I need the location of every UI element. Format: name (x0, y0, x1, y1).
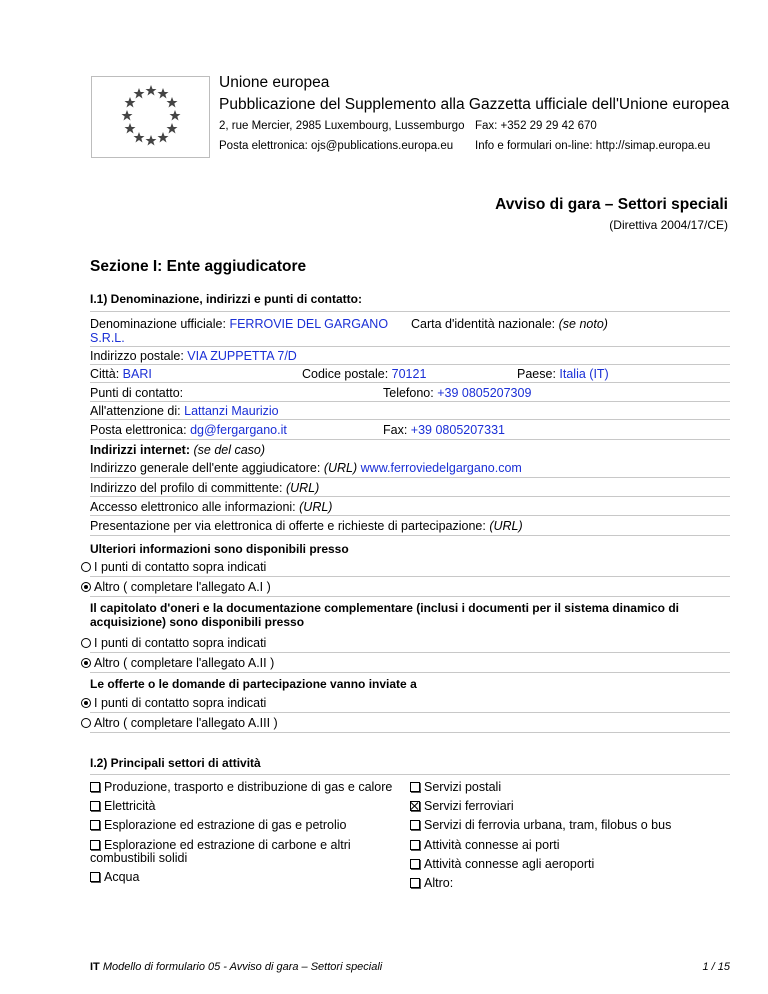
divider (90, 732, 730, 733)
capitolato-title-line1: Il capitolato d'oneri e la documentazione complementare (inclusi i documenti per il sistema dinamico di (90, 601, 679, 615)
header-fax: Fax: +352 29 29 42 670 (475, 120, 597, 132)
carta-label: Carta d'identità nazionale: (411, 317, 556, 331)
sector-water[interactable] (90, 870, 139, 884)
url-note: (URL) (285, 481, 320, 495)
sector-label: Altro: (424, 876, 454, 890)
divider (90, 477, 730, 478)
capitolato-title (90, 601, 679, 629)
checkbox-icon[interactable] (90, 840, 100, 850)
i1-title: I.1) Denominazione, indirizzi e punti di contatto: (90, 292, 362, 306)
divider (90, 496, 730, 497)
internet-row (90, 443, 265, 457)
url-note: (URL) (489, 519, 523, 533)
i2-title: I.2) Principali settori di attività (90, 756, 261, 770)
sector-label: Produzione, trasporto e distribuzione di gas e calore (104, 780, 393, 794)
sector-label: Attività connesse agli aeroporti (424, 857, 595, 871)
checkbox-icon[interactable] (90, 782, 100, 792)
section-title: Sezione I: Ente aggiudicatore (90, 258, 307, 275)
checkbox-icon[interactable] (90, 820, 100, 830)
url-profile-label: Indirizzo del profilo di committente: (90, 481, 283, 495)
option-label: I punti di contatto sopra indicati (94, 636, 267, 650)
fax-value: +39 0805207331 (410, 423, 505, 437)
punti-label: Punti di contatto: (90, 386, 184, 400)
info-option-other[interactable] (81, 580, 271, 594)
divider (90, 672, 730, 673)
cap-label: Codice postale: (302, 367, 389, 381)
offerte-option-other[interactable] (81, 716, 278, 730)
offerte-option-contacts[interactable] (81, 696, 266, 710)
option-label: Altro ( completare l'allegato A.III ) (94, 716, 278, 730)
footer-lang: IT (90, 961, 100, 973)
telefono-value: +39 0805207309 (437, 386, 532, 400)
divider (90, 401, 730, 402)
checkbox-icon[interactable] (90, 801, 100, 811)
sector-label: Esplorazione ed estrazione di carbone e altri (104, 838, 351, 852)
eu-stars-icon (92, 77, 209, 157)
checkbox-icon[interactable] (410, 840, 420, 850)
capitolato-option-other[interactable] (81, 656, 274, 670)
url-note: (URL) (323, 461, 358, 475)
info-option-contacts[interactable] (81, 560, 266, 574)
divider (90, 596, 730, 597)
paese-row (517, 367, 609, 381)
header-org: Unione europea (219, 74, 330, 91)
eu-flag-logo (91, 76, 210, 158)
sector-coal-cont: combustibili solidi (90, 851, 188, 865)
email-label: Posta elettronica: (90, 423, 187, 437)
cap-row (302, 367, 426, 381)
url-present-row (90, 519, 523, 533)
telefono-row (383, 386, 531, 400)
radio-icon[interactable] (81, 718, 91, 728)
sector-postal[interactable] (410, 780, 501, 794)
indirizzo-row (90, 349, 297, 363)
option-label: Altro ( completare l'allegato A.II ) (94, 656, 275, 670)
attenzione-row (90, 404, 279, 418)
carta-note: (se noto) (558, 317, 608, 331)
internet-label: Indirizzi internet: (90, 443, 190, 457)
radio-icon[interactable] (81, 562, 91, 572)
attenzione-label: All'attenzione di: (90, 404, 181, 418)
divider (90, 774, 730, 775)
indirizzo-label: Indirizzo postale: (90, 349, 184, 363)
citta-row (90, 367, 152, 381)
page-number: 1 / 15 (702, 961, 730, 973)
divider (90, 419, 730, 420)
denominazione-value: FERROVIE DEL GARGANO (229, 317, 389, 331)
header-email: Posta elettronica: ojs@publications.europa.eu (219, 140, 454, 152)
sector-label: Attività connesse ai porti (424, 838, 560, 852)
footer-form (90, 961, 382, 973)
checkbox-icon[interactable] (410, 782, 420, 792)
sector-electricity[interactable] (90, 799, 155, 813)
offerte-title: Le offerte o le domande di partecipazione vanno inviate a (90, 677, 417, 691)
url-general-row (90, 461, 522, 475)
citta-value: BARI (122, 367, 152, 381)
telefono-label: Telefono: (383, 386, 434, 400)
paese-label: Paese: (517, 367, 556, 381)
url-general-label: Indirizzo generale dell'ente aggiudicatore: (90, 461, 321, 475)
denominazione-value-cont: S.R.L. (90, 331, 125, 345)
divider (90, 535, 730, 536)
url-access-row (90, 500, 332, 514)
document-title: Avviso di gara – Settori speciali (495, 196, 728, 213)
divider (90, 382, 730, 383)
sector-oil[interactable] (90, 818, 347, 832)
header-publication: Pubblicazione del Supplemento alla Gazzetta ufficiale dell'Unione europea (219, 96, 730, 113)
sector-other[interactable] (410, 876, 453, 890)
url-present-label: Presentazione per via elettronica di offerte e richieste di partecipazione: (90, 519, 486, 533)
divider (90, 652, 730, 653)
sector-label: Servizi postali (424, 780, 502, 794)
email-value: dg@fergargano.it (190, 423, 287, 437)
sector-label: Esplorazione ed estrazione di gas e petrolio (104, 818, 347, 832)
radio-selected-icon[interactable] (81, 698, 91, 708)
sector-label: Servizi ferroviari (424, 799, 514, 813)
footer-form-name: Modello di formulario 05 - Avviso di gara – Settori speciali (102, 961, 383, 973)
divider (90, 364, 730, 365)
option-label: I punti di contatto sopra indicati (94, 696, 267, 710)
url-general-value[interactable]: www.ferroviedelgargano.com (360, 461, 522, 475)
checkbox-icon[interactable] (410, 820, 420, 830)
url-note: (URL) (299, 500, 333, 514)
sector-railway[interactable] (410, 799, 514, 813)
paese-value: Italia (IT) (559, 367, 609, 381)
url-profile-row (90, 481, 319, 495)
header-info: Info e formulari on-line: http://simap.europa.eu (475, 140, 711, 152)
sector-label: Servizi di ferrovia urbana, tram, filobus o bus (424, 818, 672, 832)
checkbox-icon[interactable] (410, 859, 420, 869)
sector-airports[interactable] (410, 857, 594, 871)
internet-note: (se del caso) (193, 443, 266, 457)
fax-row (383, 423, 505, 437)
divider (90, 439, 730, 440)
divider (90, 515, 730, 516)
url-access-label: Accesso elettronico alle informazioni: (90, 500, 296, 514)
sector-coal[interactable] (90, 838, 351, 852)
denominazione-label: Denominazione ufficiale: (90, 317, 226, 331)
radio-selected-icon[interactable] (81, 658, 91, 668)
checkbox-checked-icon[interactable] (410, 801, 420, 811)
option-label: I punti di contatto sopra indicati (94, 560, 267, 574)
checkbox-icon[interactable] (410, 878, 420, 888)
radio-selected-icon[interactable] (81, 582, 91, 592)
sector-label: Elettricità (104, 799, 156, 813)
sector-ports[interactable] (410, 838, 560, 852)
checkbox-icon[interactable] (90, 872, 100, 882)
document-directive: (Direttiva 2004/17/CE) (609, 218, 728, 232)
attenzione-value: Lattanzi Maurizio (184, 404, 279, 418)
divider (90, 311, 730, 312)
email-row (90, 423, 287, 437)
cap-value: 70121 (391, 367, 427, 381)
denominazione-row (90, 317, 388, 331)
capitolato-title-line2: acquisizione) sono disponibili presso (90, 615, 305, 629)
sector-gas[interactable] (90, 780, 392, 794)
indirizzo-value: VIA ZUPPETTA 7/D (187, 349, 297, 363)
option-label: Altro ( completare l'allegato A.I ) (94, 580, 271, 594)
divider (90, 346, 730, 347)
capitolato-option-contacts[interactable] (81, 636, 266, 650)
divider (90, 712, 730, 713)
citta-label: Città: (90, 367, 120, 381)
divider (90, 576, 730, 577)
carta-identita (411, 317, 608, 331)
header-address: 2, rue Mercier, 2985 Luxembourg, Lussemburgo (219, 120, 465, 132)
sector-label: Acqua (104, 870, 140, 884)
fax-label: Fax: (383, 423, 408, 437)
info-title: Ulteriori informazioni sono disponibili presso (90, 542, 349, 556)
sector-urban-rail[interactable] (410, 818, 671, 832)
radio-icon[interactable] (81, 638, 91, 648)
